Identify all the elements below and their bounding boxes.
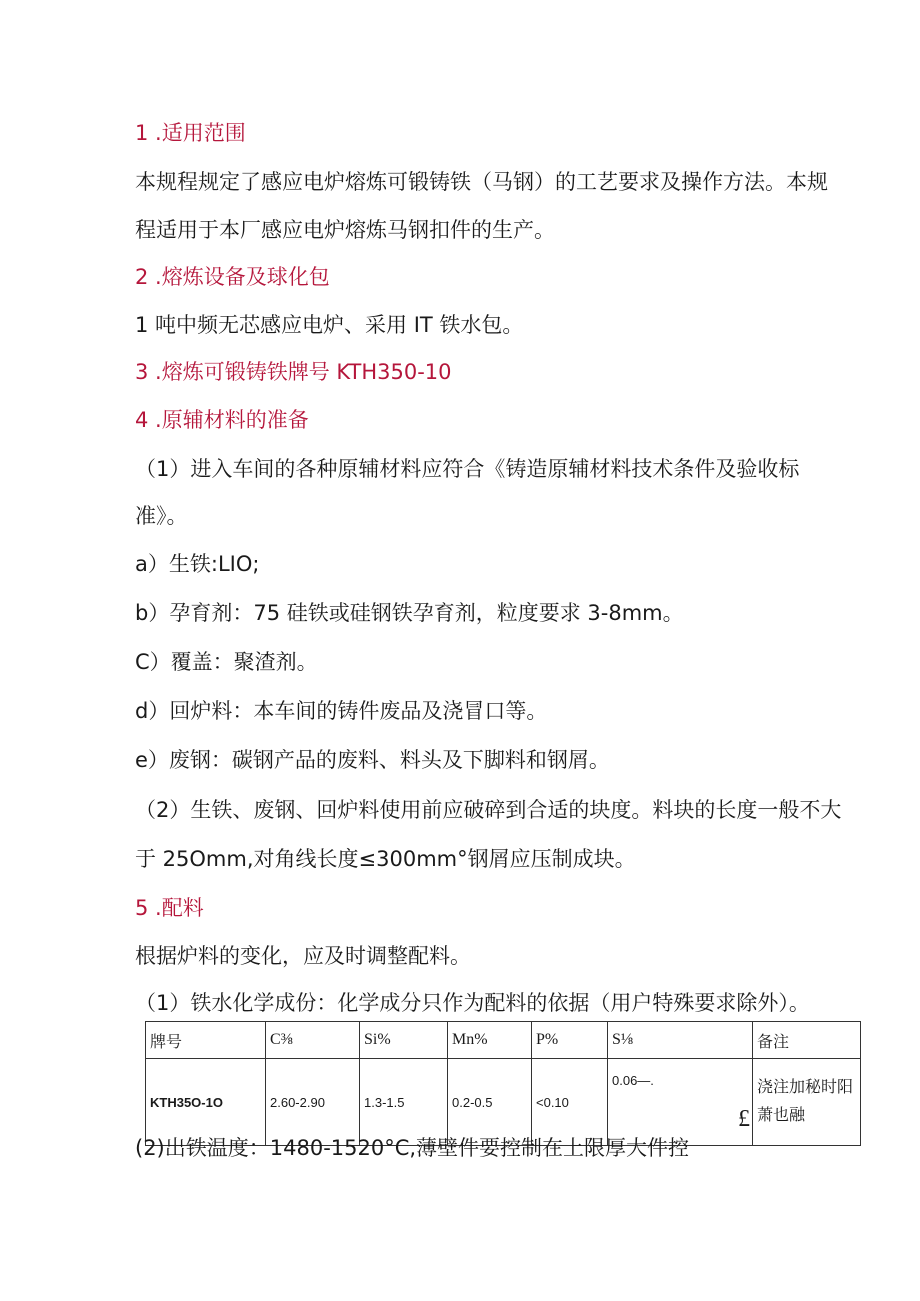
- list-item: d）回炉料：本车间的铸件废品及浇冒口等。: [135, 699, 548, 723]
- table-header-cell: Si%: [360, 1022, 448, 1059]
- paragraph-line: 准》。: [135, 504, 188, 528]
- paragraph-line: 程适用于本厂感应电炉熔炼马钢扣件的生产。: [135, 218, 555, 242]
- table-header-cell: Mn%: [448, 1022, 532, 1059]
- list-item: b）孕育剂：75 硅铁或硅钢铁孕育剂，粒度要求 3-8mm。: [135, 601, 684, 625]
- table-cell-s-value: 0.06—.: [612, 1073, 654, 1088]
- table-header-cell: 备注: [753, 1022, 861, 1059]
- table-cell-c: 2.60-2.90: [266, 1059, 360, 1146]
- paragraph-line: （1）进入车间的各种原辅材料应符合《铸造原辅材料技术条件及验收标: [135, 457, 800, 481]
- section-heading-materials: 4 .原辅材料的准备: [135, 408, 309, 432]
- paragraph-line: （2）生铁、废钢、回炉料使用前应破碎到合适的块度。料块的长度一般不大: [135, 798, 842, 822]
- list-item: e）废钢：碳钢产品的废料、料头及下脚料和钢屑。: [135, 748, 610, 772]
- paragraph-line: 本规程规定了感应电炉熔炼可锻铸铁（马钢）的工艺要求及操作方法。本规: [135, 170, 828, 194]
- note-line: 浇注加秘时阳: [757, 1079, 854, 1096]
- paragraph-line: 根据炉料的变化，应及时调整配料。: [135, 944, 471, 968]
- pound-symbol: £: [738, 1106, 750, 1132]
- paragraph-line: (2)出铁温度：1480-1520°C,薄壁件要控制在上限厚大件控: [135, 1136, 690, 1160]
- table-cell-grade: KTH35O-1O: [146, 1059, 266, 1146]
- table-cell-mn: 0.2-0.5: [448, 1059, 532, 1146]
- table-header-row: [146, 1022, 861, 1059]
- table-cell-si: 1.3-1.5: [360, 1059, 448, 1146]
- section-heading-scope: 1 .适用范围: [135, 121, 246, 145]
- note-line: 萧也融: [757, 1107, 806, 1124]
- chemical-composition-table: [145, 1021, 861, 1146]
- paragraph-line: （1）铁水化学成份：化学成分只作为配料的依据（用户特殊要求除外）。: [135, 991, 810, 1015]
- table-header-cell: S⅛: [608, 1022, 753, 1059]
- section-heading-equipment: 2 .熔炼设备及球化包: [135, 265, 330, 289]
- paragraph-line: 1 吨中频无芯感应电炉、采用 IT 铁水包。: [135, 313, 524, 337]
- table-header-cell: P%: [532, 1022, 608, 1059]
- paragraph-line: 于 25Omm,对角线长度≤300mm°钢屑应压制成块。: [135, 847, 636, 871]
- list-item: a）生铁:LIO;: [135, 552, 260, 576]
- section-heading-grade: 3 .熔炼可锻铸铁牌号 KTH350-10: [135, 360, 452, 384]
- table-cell-note: [753, 1059, 861, 1146]
- section-heading-batching: 5 .配料: [135, 896, 204, 920]
- table-cell-p: <0.10: [532, 1059, 608, 1146]
- table-header-cell: C⅜: [266, 1022, 360, 1059]
- table-header-cell: 牌号: [146, 1022, 266, 1059]
- list-item: C）覆盖：聚渣剂。: [135, 650, 318, 674]
